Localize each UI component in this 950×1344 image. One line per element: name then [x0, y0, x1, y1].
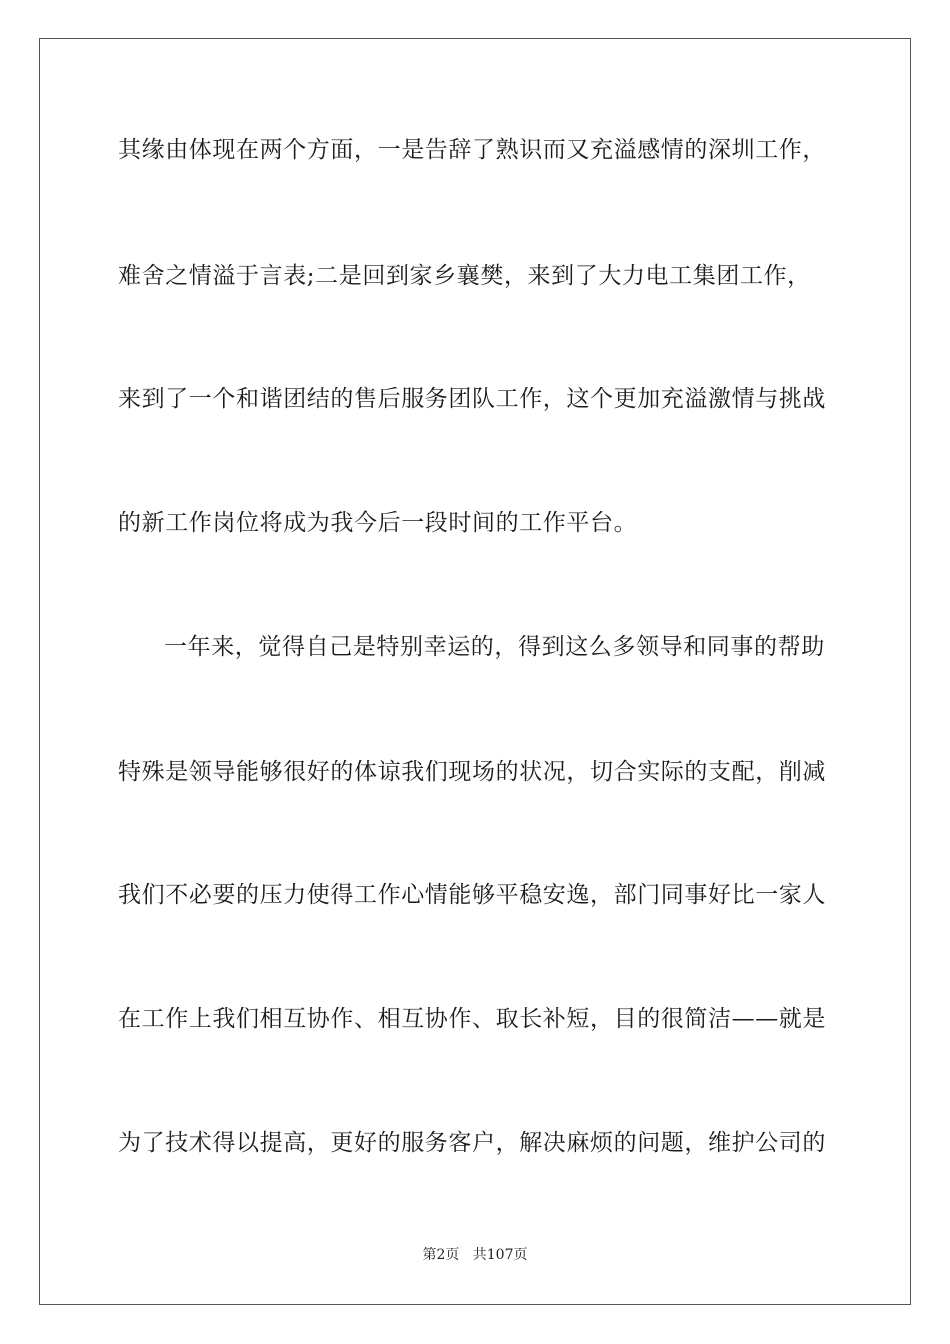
body-text-line-1: 其缘由体现在两个方面，一是告辞了熟识而又充溢感情的深圳工作，	[118, 137, 826, 163]
body-text-line-2: 难舍之情溢于言表;二是回到家乡襄樊，来到了大力电工集团工作，	[118, 263, 811, 289]
body-text-line-9: 为了技术得以提高，更好的服务客户，解决麻烦的问题，维护公司的	[118, 1130, 826, 1156]
total-pages: 共107页	[472, 1247, 528, 1263]
body-text-line-7: 我们不必要的压力使得工作心情能够平稳安逸，部门同事好比一家人	[118, 882, 826, 908]
page-number: 第2页	[422, 1247, 460, 1263]
body-text-line-8: 在工作上我们相互协作、相互协作、取长补短，目的很简洁——就是	[118, 1006, 826, 1032]
page-border	[39, 38, 911, 1305]
body-text-line-3: 来到了一个和谐团结的售后服务团队工作，这个更加充溢激情与挑战	[118, 386, 826, 412]
body-text-line-4: 的新工作岗位将成为我今后一段时间的工作平台。	[118, 510, 638, 536]
body-text-line-5: 一年来，觉得自己是特别幸运的，得到这么多领导和同事的帮助	[164, 634, 825, 660]
page-footer	[0, 1246, 950, 1264]
body-text-line-6: 特殊是领导能够很好的体谅我们现场的状况，切合实际的支配，削减	[118, 759, 826, 785]
